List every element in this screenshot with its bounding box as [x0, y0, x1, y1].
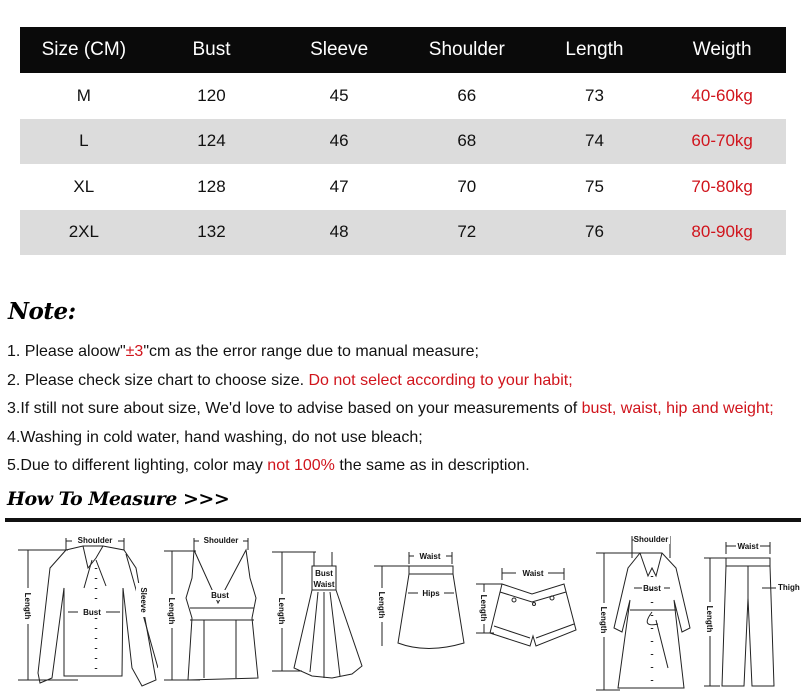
- dress-diagram: [272, 528, 372, 696]
- cell-length: 76: [531, 210, 659, 256]
- notes-list: [7, 338, 774, 481]
- cell-weight: 70-80kg: [691, 176, 753, 196]
- svg-text:Hips: Hips: [422, 589, 440, 598]
- cell-sleeve: 47: [329, 176, 349, 196]
- svg-text:Bust: Bust: [643, 584, 661, 593]
- table-row: [20, 164, 786, 210]
- note-text: the same as in description.: [334, 457, 530, 474]
- svg-text:Waist: Waist: [737, 542, 759, 551]
- note-item: [7, 424, 774, 453]
- header-size: Size (CM): [20, 27, 148, 73]
- cell-sleeve: 45: [329, 85, 349, 105]
- svg-text:Shoulder: Shoulder: [633, 535, 669, 544]
- svg-text:Shoulder: Shoulder: [203, 536, 239, 545]
- header-weight: Weigth: [658, 27, 786, 73]
- note-text: 3.If still not sure about size, We'd love to advise based on your measurements of: [7, 400, 582, 417]
- header-length: Length: [531, 27, 659, 73]
- cell-weight: 60-70kg: [658, 119, 786, 165]
- how-to-measure-heading: How To Measure >>>: [7, 488, 230, 510]
- blouse-diagram: [8, 528, 158, 696]
- svg-text:Bust: Bust: [315, 569, 333, 578]
- svg-text:Length: Length: [377, 591, 386, 619]
- cell-size: XL: [73, 176, 95, 196]
- note-text: 5.Due to different lighting, color may: [7, 457, 268, 474]
- note-highlight: ±3: [125, 343, 144, 360]
- note-item: [7, 395, 774, 424]
- header-shoulder: Shoulder: [403, 27, 531, 73]
- note-text: 2. Please check size chart to choose size.: [7, 371, 309, 389]
- cell-weight: 80-90kg: [658, 210, 786, 256]
- header-bust: Bust: [148, 27, 276, 73]
- svg-text:Sleeve: Sleeve: [139, 587, 148, 613]
- cell-sleeve: 48: [275, 210, 403, 256]
- note-item: [7, 452, 774, 481]
- note-heading: Note:: [8, 298, 76, 325]
- cell-bust: 132: [148, 210, 276, 256]
- cell-length: 74: [531, 119, 659, 165]
- cell-weight: 40-60kg: [691, 85, 753, 105]
- svg-text:Thigh: Thigh: [778, 583, 800, 592]
- header-sleeve: Sleeve: [275, 27, 403, 73]
- svg-text:Length: Length: [705, 605, 714, 633]
- note-text: 1. Please aloow": [7, 343, 126, 360]
- coat-diagram: [590, 528, 700, 696]
- note-text: 4.Washing in cold water, hand washing, do not use bleach;: [7, 428, 423, 446]
- size-chart-table: [20, 27, 786, 255]
- note-item: [7, 338, 774, 367]
- cell-size: L: [20, 119, 148, 165]
- svg-text:Length: Length: [479, 594, 488, 622]
- cell-length: 73: [584, 85, 604, 105]
- svg-text:Waist: Waist: [419, 552, 441, 561]
- svg-text:Length: Length: [599, 606, 608, 634]
- svg-text:Length: Length: [23, 592, 32, 620]
- table-row: [20, 210, 786, 256]
- note-highlight: Do not select according to your habit;: [308, 371, 573, 389]
- cell-length: 75: [584, 176, 604, 196]
- note-highlight: not 100%: [267, 457, 335, 474]
- svg-text:Shoulder: Shoulder: [77, 536, 113, 545]
- cell-sleeve: 46: [275, 119, 403, 165]
- pants-diagram: [700, 528, 806, 696]
- note-item: [7, 367, 774, 396]
- svg-text:Length: Length: [277, 597, 286, 625]
- table-row: [20, 73, 786, 119]
- svg-text:Bust: Bust: [211, 591, 229, 600]
- cell-size: 2XL: [20, 210, 148, 256]
- cell-bust: 128: [197, 176, 226, 196]
- svg-text:Bust: Bust: [83, 608, 101, 617]
- table-row: [20, 119, 786, 165]
- svg-text:Waist: Waist: [522, 569, 544, 578]
- note-text: "cm as the error range due to manual measure;: [143, 343, 479, 360]
- cell-size: M: [76, 85, 91, 105]
- table-header-row: [20, 27, 786, 73]
- cell-bust: 120: [197, 85, 226, 105]
- tank-top-diagram: [160, 528, 260, 696]
- section-divider: [5, 518, 801, 522]
- note-highlight: bust, waist, hip and weight;: [581, 400, 774, 417]
- svg-text:Waist: Waist: [313, 580, 335, 589]
- shorts-diagram: [476, 528, 586, 696]
- cell-shoulder: 72: [403, 210, 531, 256]
- cell-bust: 124: [148, 119, 276, 165]
- cell-shoulder: 70: [457, 176, 477, 196]
- cell-shoulder: 68: [403, 119, 531, 165]
- svg-text:Length: Length: [167, 597, 176, 625]
- skirt-diagram: [372, 528, 472, 696]
- cell-shoulder: 66: [457, 85, 477, 105]
